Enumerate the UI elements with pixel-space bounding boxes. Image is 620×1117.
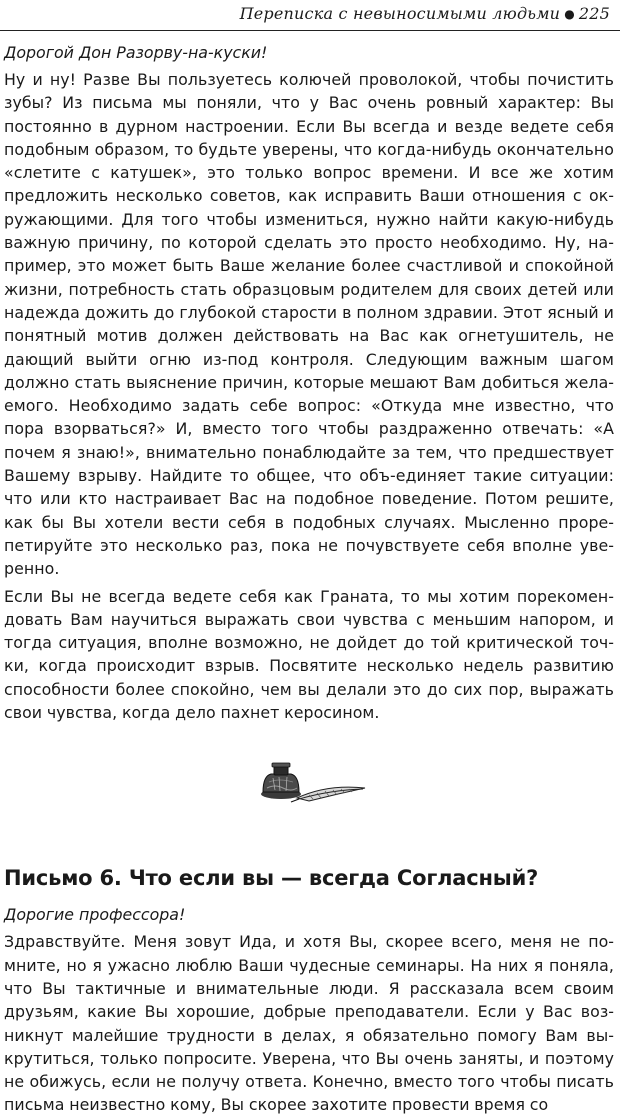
inkwell-and-quill-icon (249, 748, 369, 806)
page-number: 225 (578, 4, 610, 23)
reply-paragraph-1: Ну и ну! Разве Вы пользуетесь колючей проволокой, чтобы почистить зубы? Из письма мы поняли, что у Вас очень ровный характер: Вы постоянно в дурном настроении. Если Вы всегда и везде ведете себя подобным образом, то будьте уверены, что когда-нибудь окончательно «слетите с катушек», это только вопрос времени. И все же хотим предложить несколько советов, как исправить Ваши отношения с окружающими. Для того чтобы измениться, нужно найти какую-нибудь важную причину, по которой сделать это просто необходимо. Ну, например, это может быть Ваше желание более счастливой и спокойной жизни, потребность стать образцовым родителем для своих детей или надежда дожить до глубокой старости в полном здравии. Этот ясный и понятный мотив должен действовать на Вас как огнетушитель, не дающий выйти огню из-под контроля. Следующим важным шагом должно стать выяснение причин, которые мешают Вам добиться желаемого. Необходимо задать себе вопрос: «Откуда мне известно, что пора взорваться?» И, вместо того чтобы раздраженно отвечать: «А почем я знаю!», внимательно понаблюдайте за тем, что предшествует Вашему взрыву. Найдите то общее, что объ-единяет такие ситуации: что или кто настраивает Вас на подобное поведение. Потом решите, как бы Вы хотели вести себя в подобных случаях. Мысленно прорепетируйте это несколько раз, пока не почувствуете себя вполне уверенно. (4, 70, 614, 579)
salutation-don: Дорогой Дон Разорву-на-куски! (4, 43, 268, 62)
page-header (0, 0, 620, 34)
salutation-professors: Дорогие профессора! (4, 905, 186, 925)
running-head (240, 4, 610, 23)
page-body (4, 40, 614, 1117)
bullet-separator: ● (564, 7, 575, 21)
header-rule (0, 30, 620, 31)
reply-paragraph-2: Если Вы не всегда ведете себя как Граната, то мы хотим порекомендовать Вам научиться выражать свои чувства с меньшим напором, и тогда ситуация, вполне возможно, не дойдет до той критической точки, когда происходит взрыв. Посвятите несколько недель развитию способности более спокойно, чем вы делали это до сих пор, выражать свои чувства, когда дело пахнет керосином. (4, 586, 614, 723)
section-title-letter-6: Письмо 6. Что если вы — всегда Согласный? (4, 866, 539, 891)
running-title: Переписка с невыносимыми людьми (239, 4, 561, 23)
letter6-paragraph-1: Здравствуйте. Меня зовут Ида, и хотя Вы, скорее всего, меня не помните, но я ужасно люблю Ваши чудесные семинары. На них я поняла, что Вы тактичные и внимательные люди. Я рассказала всем своим друзьям, какие Вы хорошие, добрые преподаватели. Если у Вас возникнут малейшие трудности в делах, я обязательно помогу Вам выкрутиться, только попросите. Уверена, что Вы очень заняты, и поэтому не обижусь, если не получу ответа. Конечно, вместо того чтобы писать письма неизвестно кому, Вы скорее захотите провести время со (4, 932, 614, 1115)
